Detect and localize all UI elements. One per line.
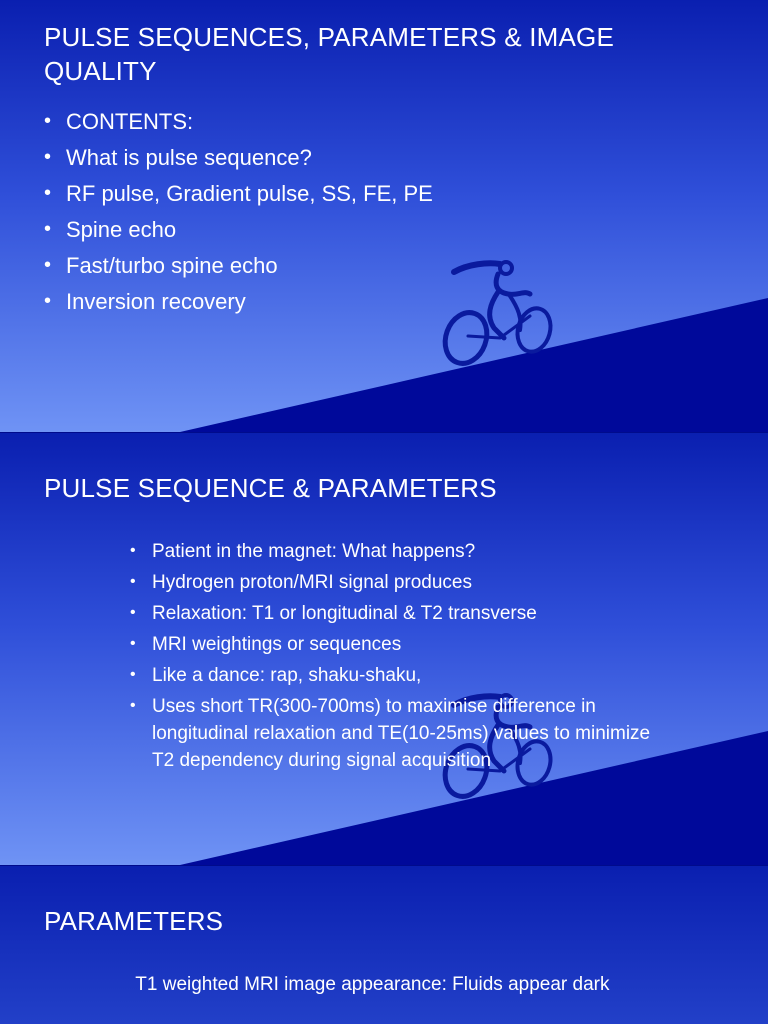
- slide-3-title: PARAMETERS: [44, 906, 224, 936]
- list-item: • Like a dance: rap, shaku-shaku,: [152, 662, 652, 689]
- list-item: • Relaxation: T1 or longitudinal & T2 transverse: [152, 600, 652, 627]
- list-item: • Spine echo: [66, 212, 433, 248]
- slide-3: [0, 866, 768, 1024]
- list-item: • Uses short TR(300-700ms) to maximise difference in longitudinal relaxation and TE(10-25ms) values to minimize T2 dependency during signal acquisition: [152, 693, 652, 774]
- list-item: • RF pulse, Gradient pulse, SS, FE, PE: [66, 176, 433, 212]
- cyclist-icon: [438, 256, 563, 371]
- list-item: • Fast/turbo spine echo: [66, 248, 433, 284]
- slide-2-title: PULSE SEQUENCE & PARAMETERS: [44, 473, 497, 503]
- list-item: • Inversion recovery: [66, 284, 433, 320]
- slide-3-body-text: T1 weighted MRI image appearance: Fluids appear dark: [130, 974, 610, 995]
- slide-2-bullet-list: [152, 538, 652, 778]
- slide-2: [0, 433, 768, 865]
- slide-1: [0, 0, 768, 432]
- slide-1-title: PULSE SEQUENCES, PARAMETERS & IMAGE QUALITY: [44, 22, 614, 86]
- list-item: • What is pulse sequence?: [66, 140, 433, 176]
- list-item: • Patient in the magnet: What happens?: [152, 538, 652, 565]
- slide-1-bullet-list: [66, 104, 433, 320]
- list-item: • MRI weightings or sequences: [152, 631, 652, 658]
- list-item: • Hydrogen proton/MRI signal produces: [152, 569, 652, 596]
- list-item: • CONTENTS:: [66, 104, 433, 140]
